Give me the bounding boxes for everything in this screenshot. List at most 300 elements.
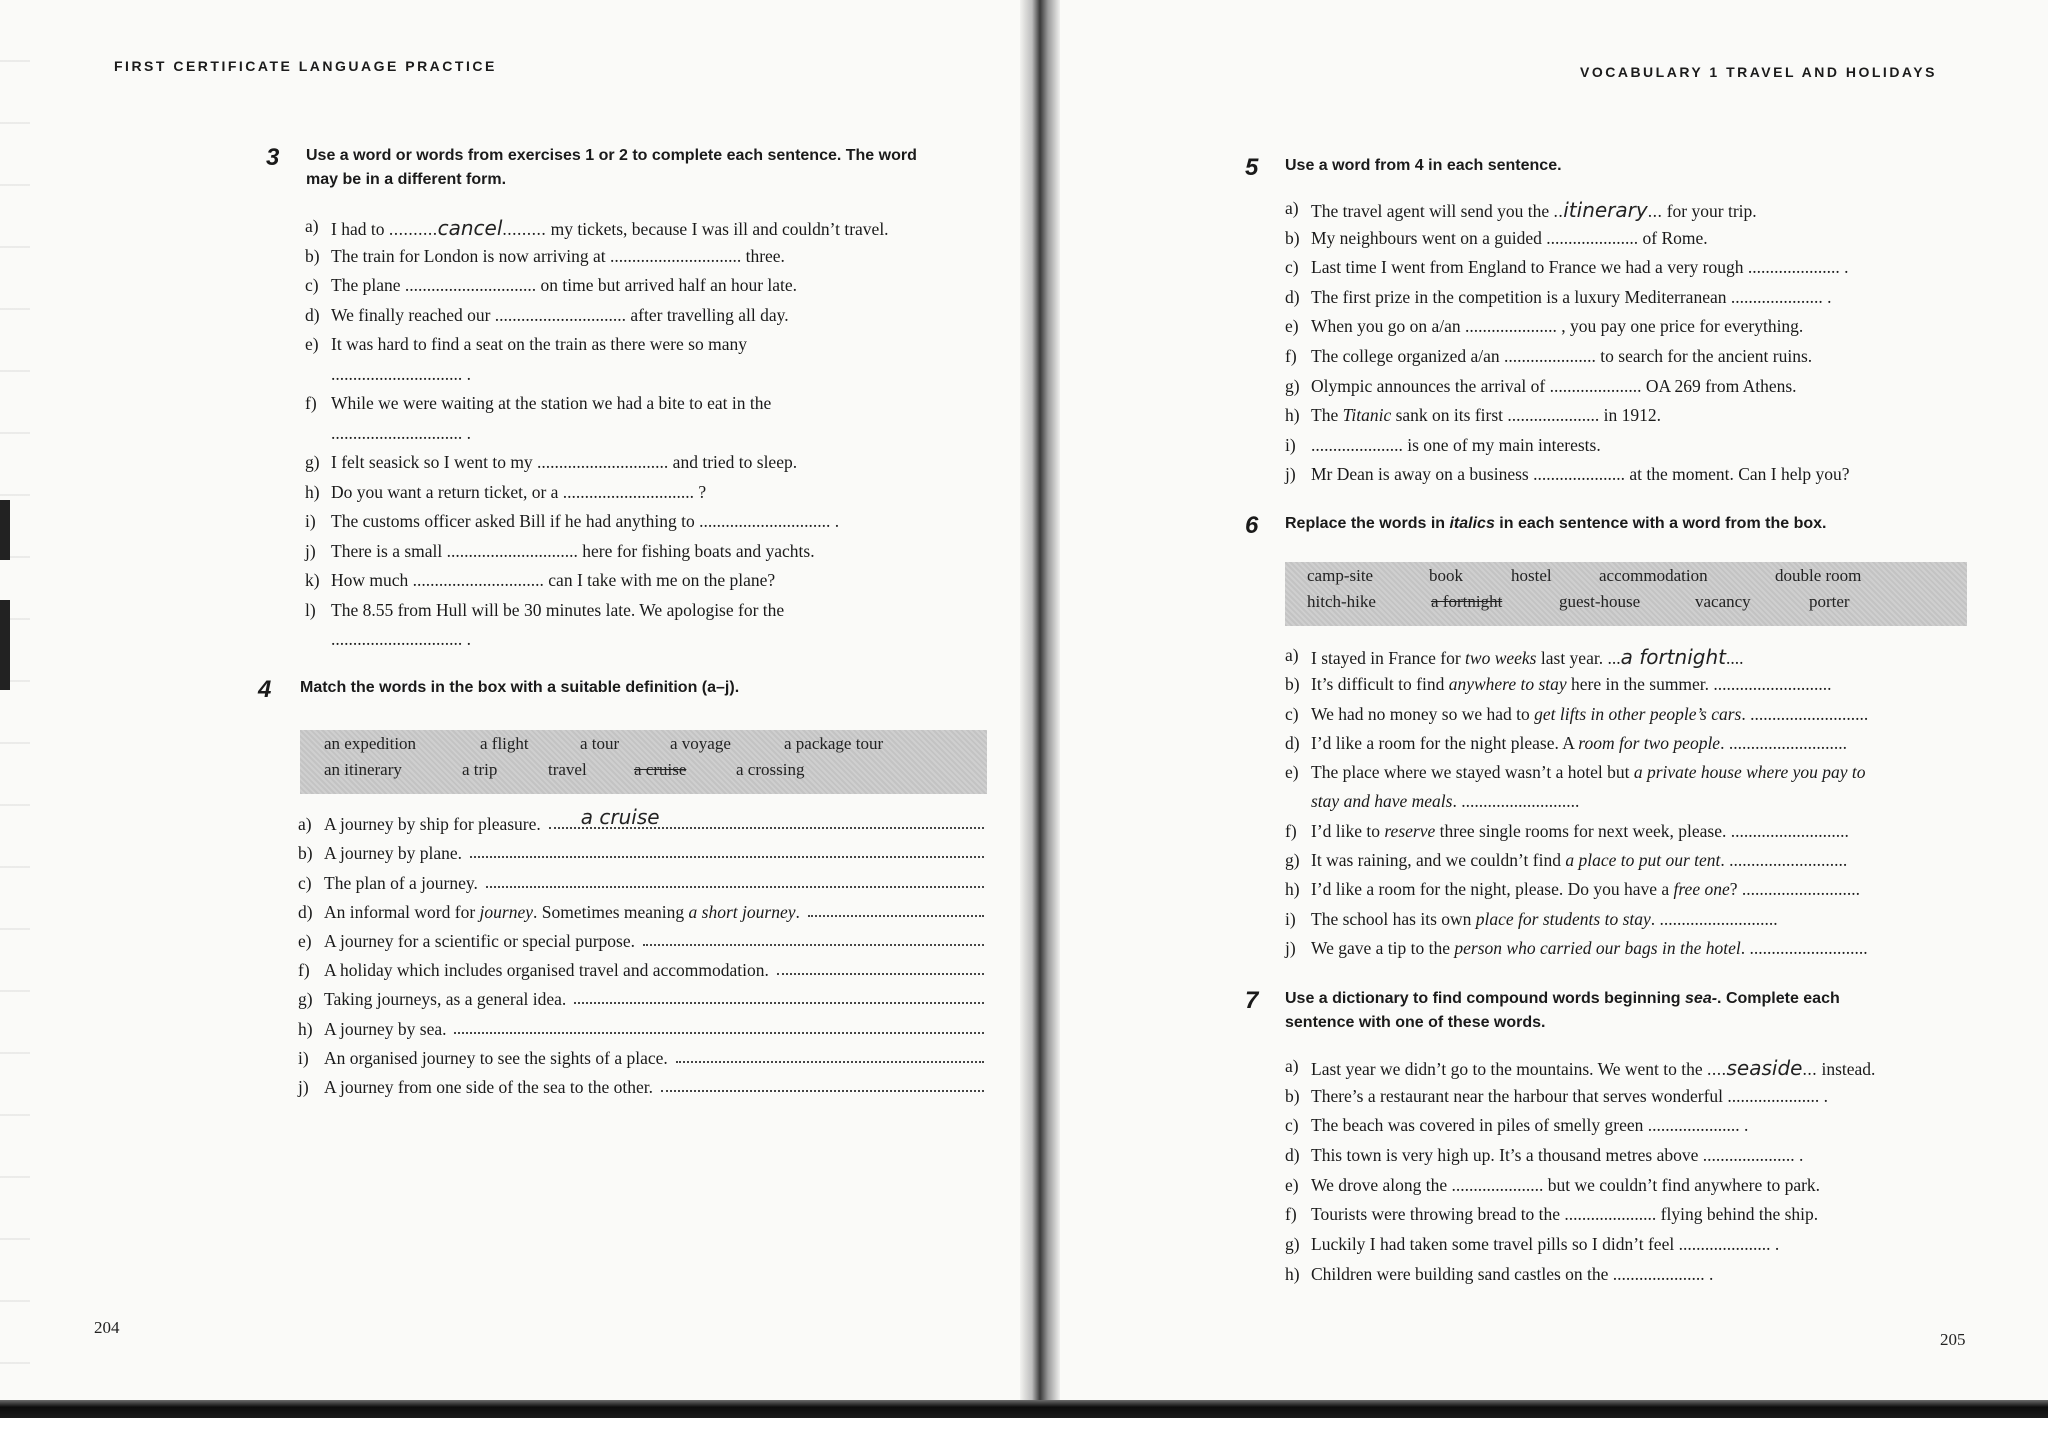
item-text [331, 305, 789, 326]
item-text [324, 814, 541, 835]
item-text: The train for London is now arriving at .............................. three. [331, 245, 785, 266]
answer-dots: ......... [502, 219, 547, 239]
item-label: j) [305, 540, 316, 561]
answer-line [454, 1031, 984, 1034]
item-label: b) [1285, 1085, 1300, 1106]
item-label: d) [305, 304, 320, 325]
item-label: a) [298, 814, 312, 835]
exercise-7-items [1285, 1056, 2005, 1294]
exercise-item [1285, 287, 2005, 317]
item-label: i) [1285, 434, 1296, 455]
item-text: Last year we didn’t go to the mountains. We went to the [1311, 1059, 1707, 1079]
exercise-6-header [1245, 512, 1826, 540]
box-word: guest-house [1559, 592, 1641, 611]
box-word: an expedition [324, 734, 417, 753]
item-text: A journey by plane. [324, 843, 463, 864]
exercise-4-definitions [298, 806, 984, 1098]
box-word: travel [548, 760, 587, 779]
item-label: i) [305, 511, 316, 531]
item-label: b) [298, 843, 313, 864]
item-text [331, 452, 797, 473]
item-text: A journey by ship for pleasure. [324, 814, 541, 835]
item-label: c) [1285, 257, 1299, 278]
item-text [1311, 405, 1661, 426]
item-text [1311, 287, 1832, 308]
item-label: b) [1285, 227, 1300, 248]
exercise-instruction: . Complete each [1717, 990, 1840, 1007]
answer-line [676, 1060, 984, 1063]
item-label: g) [1285, 375, 1300, 396]
exercise-item [1285, 645, 2005, 674]
item-label: f) [298, 960, 310, 981]
exercise-item [305, 629, 1005, 659]
item-text: The beach was covered in piles of smelly green ..................... . [1311, 1115, 1749, 1136]
page-number: 204 [94, 1318, 120, 1337]
item-text: .............................. . [331, 422, 471, 443]
item-text: There is a small .............................. here for fishing boats and yachts. [331, 540, 815, 561]
box-word: accommodation [1599, 566, 1708, 585]
definition-item [298, 864, 984, 893]
item-text [1311, 733, 1847, 754]
exercise-item [1285, 1056, 2005, 1086]
item-text: The place where we stayed wasn’t a hotel but [1311, 762, 1634, 783]
item-text: .............................. . [331, 629, 471, 649]
handwritten-answer: a cruise [580, 805, 660, 830]
item-label: i) [1285, 908, 1296, 929]
item-text: . ........................... [1740, 937, 1868, 958]
definition-item [298, 1069, 984, 1098]
answer-dots: ... [1802, 1059, 1818, 1079]
item-italic: journey [479, 901, 533, 922]
exercise-number: 5 [1245, 154, 1259, 181]
item-text: The customs officer asked Bill if he had anything to .............................. . [331, 511, 840, 531]
box-word: camp-site [1307, 566, 1374, 585]
item-text [1311, 674, 1832, 695]
item-text [331, 275, 797, 296]
item-label: a) [1285, 645, 1299, 665]
item-text [331, 364, 471, 385]
item-text [324, 960, 769, 981]
item-italic: a place to put our tent [1565, 850, 1721, 871]
item-label: e) [1285, 316, 1299, 337]
answer-line [643, 943, 984, 946]
item-text: here in the summer. ........................... [1566, 674, 1832, 695]
item-text: Luckily I had taken some travel pills so I didn’t feel ..................... . [1311, 1234, 1780, 1255]
answer-line [574, 1001, 984, 1004]
item-label: b) [305, 245, 320, 266]
item-label: e) [1285, 762, 1299, 783]
running-head-left: FIRST CERTIFICATE LANGUAGE PRACTICE [114, 58, 497, 74]
answer-dots: ... [1647, 201, 1663, 221]
item-label: h) [298, 1018, 313, 1039]
item-italic: person who carried our bags in the hotel [1454, 937, 1741, 958]
item-text: Tourists were throwing bread to the ..................... flying behind the ship. [1311, 1204, 1819, 1225]
item-text: The [1311, 405, 1343, 426]
exercise-item [305, 452, 1005, 482]
item-label: f) [1285, 820, 1297, 841]
exercise-item [305, 511, 1005, 541]
scan-edge [0, 0, 30, 1400]
item-italic: get lifts in other people’s cars [1534, 703, 1742, 724]
item-text: I stayed in France for [1311, 648, 1466, 668]
exercise-instruction: sentence with one of these words. [1285, 1014, 1546, 1031]
item-text [1311, 850, 1847, 871]
item-italic: room for two people [1578, 732, 1721, 753]
answer-line [661, 1089, 984, 1092]
box-word: book [1429, 566, 1463, 585]
item-label: f) [305, 393, 317, 413]
item-text: I felt seasick so I went to my .............................. and tried to sleep. [331, 452, 798, 472]
item-text: My neighbours went on a guided ..................... of Rome. [1311, 227, 1708, 248]
item-italic: Titanic [1342, 405, 1392, 426]
item-text: This town is very high up. It’s a thousand metres above ..................... . [1311, 1145, 1804, 1166]
exercise-number: 6 [1245, 512, 1259, 539]
answer-dots: .. [1553, 201, 1564, 221]
item-text: We had no money so we had to [1311, 703, 1535, 724]
item-label: g) [1285, 850, 1300, 871]
exercise-6-items [1285, 645, 2005, 967]
exercise-number: 3 [266, 144, 280, 171]
handwritten-answer: cancel [437, 216, 503, 240]
item-text: Last time I went from England to France we had a very rough ..................... . [1311, 257, 1849, 278]
item-text: Mr Dean is away on a business ..................... at the moment. Can I help you? [1311, 464, 1850, 485]
item-label: e) [298, 930, 312, 951]
item-text: A holiday which includes organised travel and accommodation. [324, 960, 769, 981]
item-label: d) [298, 901, 313, 922]
exercise-instruction: in each sentence with a word from the box. [1494, 515, 1827, 532]
exercise-item [1285, 405, 2005, 435]
handwritten-answer: seaside [1726, 1056, 1803, 1080]
item-text: my tickets, because I was ill and couldn’t travel. [546, 219, 889, 239]
exercise-item [1285, 257, 2005, 287]
exercise-item [1285, 909, 2005, 938]
item-text [331, 629, 471, 650]
box-word: a trip [462, 760, 498, 779]
item-text: Children were building sand castles on the ..................... . [1311, 1263, 1714, 1284]
answer-line [486, 885, 984, 888]
item-text: The plane .............................. on time but arrived half an hour late. [331, 275, 798, 295]
item-text: A journey from one side of the sea to the other. [324, 1076, 654, 1097]
item-text [324, 931, 635, 952]
item-text [324, 1048, 668, 1069]
exercise-instruction: Replace the words in [1285, 515, 1450, 532]
exercise-number: 7 [1245, 987, 1259, 1014]
item-text: I’d like a room for the night please. A [1311, 732, 1579, 753]
item-text [324, 873, 478, 894]
item-text: We finally reached our .............................. after travelling all day. [331, 304, 789, 325]
definition-item [298, 894, 984, 923]
exercise-7-header [1245, 987, 1985, 1035]
box-word: a tour [580, 734, 620, 753]
item-italic: a private house where you pay to [1633, 762, 1866, 783]
item-text: The travel agent will send you the [1311, 201, 1554, 221]
item-label: f) [1285, 345, 1297, 366]
item-label: c) [305, 275, 319, 295]
answer-line [549, 805, 984, 830]
exercise-item [1285, 704, 2005, 733]
answer-dots: .... [1707, 1059, 1727, 1079]
box-word: a fortnight [1431, 592, 1503, 611]
item-label: h) [1285, 405, 1300, 426]
item-text [1311, 435, 1601, 456]
item-text [331, 541, 815, 562]
item-text: An organised journey to see the sights of a place. [324, 1047, 668, 1068]
item-text [331, 600, 784, 621]
box-word: hostel [1511, 566, 1552, 585]
exercise-item [1285, 1264, 2005, 1294]
exercise-instruction: may be in a different form. [306, 171, 507, 188]
exercise-item [1285, 733, 2005, 762]
item-text: A journey by sea. [324, 1018, 447, 1039]
item-text: for your trip. [1662, 201, 1757, 221]
exercise-item [305, 305, 1005, 335]
item-text [1311, 1115, 1748, 1136]
exercise-item [305, 600, 1005, 630]
item-text: ..................... is one of my main interests. [1311, 434, 1601, 455]
item-label: j) [1285, 937, 1296, 958]
exercise-item [1285, 464, 2005, 494]
item-text: Do you want a return ticket, or a .............................. ? [331, 481, 707, 502]
item-italic: a short journey [688, 901, 796, 922]
item-text: The first prize in the competition is a luxury Mediterranean ..................... . [1311, 286, 1832, 307]
item-text: It’s difficult to find [1311, 674, 1449, 695]
handwritten-answer: a fortnight [1620, 645, 1726, 669]
item-label: c) [1285, 703, 1299, 724]
item-text: An informal word for [324, 901, 480, 922]
answer-dots: .......... [388, 219, 438, 239]
item-text: There’s a restaurant near the harbour that serves wonderful ..................... . [1311, 1085, 1829, 1106]
item-italic: reserve [1384, 820, 1436, 841]
item-label: e) [1285, 1174, 1299, 1195]
box-word: a package tour [784, 734, 884, 753]
item-text: sank on its first ..................... in 1912. [1391, 405, 1662, 426]
item-label: a) [1285, 198, 1299, 218]
item-label: d) [1285, 286, 1300, 307]
scan-margin [0, 1418, 2048, 1449]
item-text [324, 843, 462, 864]
definition-item [298, 835, 984, 864]
box-word: hitch-hike [1307, 592, 1376, 611]
item-text [1311, 198, 1757, 222]
item-text [1311, 1056, 1875, 1080]
item-text: The 8.55 from Hull will be 30 minutes late. We apologise for the [331, 599, 785, 620]
item-text [324, 902, 800, 923]
exercise-item [1285, 674, 2005, 703]
item-label: j) [298, 1076, 309, 1097]
definition-item [298, 1010, 984, 1039]
definition-item [298, 1040, 984, 1069]
box-word: a cruise [634, 760, 687, 779]
item-text [1311, 1145, 1803, 1166]
exercise-item [1285, 228, 2005, 258]
item-text [1311, 704, 1868, 725]
item-text [1311, 346, 1812, 367]
item-label: g) [1285, 1234, 1300, 1255]
item-label: f) [1285, 1204, 1297, 1225]
box-word: double room [1775, 566, 1862, 585]
item-label: d) [1285, 732, 1300, 753]
item-label: k) [305, 570, 320, 590]
item-text: When you go on a/an ..................... , you pay one price for everything. [1311, 316, 1804, 337]
exercise-3-items [305, 216, 1005, 659]
item-text: I had to [331, 219, 389, 239]
item-text: The plan of a journey. [324, 872, 478, 893]
exercise-item [1285, 1234, 2005, 1264]
exercise-item [1285, 1115, 2005, 1145]
item-text: ? ........................... [1729, 879, 1861, 900]
exercise-instruction-italic: italics [1449, 515, 1495, 532]
exercise-5-items [1285, 198, 2005, 494]
word-box-ex4 [300, 730, 987, 794]
item-text: . ........................... [1720, 850, 1848, 871]
exercise-number: 4 [258, 676, 272, 703]
exercise-item [1285, 376, 2005, 406]
item-text [1311, 879, 1860, 900]
answer-dots: .... [1725, 648, 1744, 668]
box-word: an itinerary [324, 760, 402, 779]
exercise-item [305, 275, 1005, 305]
item-text [1311, 376, 1797, 397]
item-italic: place for students to stay [1475, 908, 1651, 929]
item-label: d) [1285, 1145, 1300, 1166]
item-text [1311, 316, 1803, 337]
book-gutter [1020, 0, 1060, 1449]
box-word: a flight [480, 734, 529, 753]
item-italic: stay and have meals [1311, 791, 1453, 812]
item-text [1311, 791, 1579, 812]
item-text [331, 246, 785, 267]
exercise-item [305, 482, 1005, 512]
exercise-item [305, 334, 1005, 364]
exercise-3-header [266, 144, 1026, 192]
box-word: porter [1809, 592, 1850, 611]
item-text: last year. ... [1536, 648, 1621, 668]
exercise-4-header [258, 676, 739, 704]
item-label: e) [305, 334, 319, 354]
item-text: How much .............................. can I take with me on the plane? [331, 570, 776, 590]
item-text [331, 334, 747, 355]
item-text: We gave a tip to the [1311, 937, 1455, 958]
item-text [1311, 464, 1850, 485]
item-text [331, 570, 775, 591]
item-label: j) [1285, 464, 1296, 485]
item-text: A journey for a scientific or special purpose. [324, 930, 636, 951]
exercise-item [1285, 938, 2005, 967]
item-text [1311, 645, 1743, 669]
page-bottom-edge [0, 1400, 2048, 1418]
item-text: Olympic announces the arrival of ..................... OA 269 from Athens. [1311, 375, 1797, 396]
item-text [1311, 938, 1868, 959]
exercise-item [1285, 1145, 2005, 1175]
exercise-item [1285, 346, 2005, 376]
exercise-item [305, 423, 1005, 453]
item-text [331, 423, 471, 444]
exercise-item [305, 541, 1005, 571]
item-text: Taking journeys, as a general idea. [324, 989, 567, 1010]
item-text [1311, 257, 1849, 278]
item-text: . [795, 901, 800, 922]
item-text [1311, 909, 1778, 930]
item-text [324, 1019, 446, 1040]
item-label: h) [305, 481, 320, 502]
item-text [331, 511, 839, 532]
exercise-item [305, 393, 1005, 423]
item-text: . ........................... [1650, 908, 1778, 929]
answer-line [808, 914, 984, 917]
item-text [1311, 228, 1708, 249]
exercise-item [1285, 1175, 2005, 1205]
item-text: . ........................... [1720, 732, 1847, 753]
item-text [1311, 1175, 1820, 1196]
item-text: It was hard to find a seat on the train as there were so many [331, 334, 747, 354]
item-label: c) [1285, 1115, 1299, 1136]
exercise-item [1285, 435, 2005, 465]
definition-item [298, 923, 984, 952]
item-text [331, 393, 771, 414]
item-italic: two weeks [1465, 648, 1537, 668]
item-text: I’d like to [1311, 820, 1385, 841]
item-text [1311, 1264, 1713, 1285]
item-text: It was raining, and we couldn’t find [1311, 850, 1566, 871]
item-text: We drove along the ..................... but we couldn’t find anywhere to park. [1311, 1174, 1821, 1195]
item-text: The school has its own [1311, 908, 1476, 929]
item-text [324, 1077, 653, 1098]
item-text [1311, 1234, 1779, 1255]
handwritten-answer: itinerary [1563, 198, 1648, 222]
definition-item [298, 806, 984, 835]
exercise-item [1285, 198, 2005, 228]
item-text: . ........................... [1452, 791, 1580, 812]
item-italic: anywhere to stay [1448, 674, 1567, 695]
item-label: a) [1285, 1056, 1299, 1076]
item-text: instead. [1817, 1059, 1876, 1079]
item-text: . ........................... [1741, 703, 1869, 724]
item-text [331, 482, 706, 503]
item-label: b) [1285, 674, 1300, 695]
exercise-item [305, 246, 1005, 276]
item-label: h) [1285, 1263, 1300, 1284]
item-italic: free one [1673, 879, 1730, 900]
item-label: i) [298, 1047, 309, 1068]
exercise-instruction: Use a dictionary to find compound words beginning [1285, 990, 1686, 1007]
running-head-right: VOCABULARY 1 TRAVEL AND HOLIDAYS [1580, 64, 1937, 80]
box-word: a voyage [670, 734, 731, 753]
item-label: a) [305, 216, 319, 236]
exercise-item [305, 364, 1005, 394]
exercise-instruction: Match the words in the box with a suitable definition (a–j). [300, 679, 740, 696]
exercise-instruction: Use a word or words from exercises 1 or 2 to complete each sentence. The word [306, 147, 917, 164]
item-text: The college organized a/an ..................... to search for the ancient ruins. [1311, 345, 1813, 366]
exercise-item [1285, 316, 2005, 346]
exercise-item [305, 570, 1005, 600]
item-label: c) [298, 872, 312, 893]
exercise-instruction-italic: sea- [1685, 990, 1718, 1007]
definition-item [298, 952, 984, 981]
exercise-item [1285, 791, 2005, 820]
exercise-item [1285, 821, 2005, 850]
exercise-item [1285, 762, 2005, 791]
exercise-item [1285, 879, 2005, 908]
word-box-ex6 [1285, 562, 1967, 626]
item-text [1311, 1086, 1828, 1107]
item-text: three single rooms for next week, please. ........................... [1435, 820, 1849, 841]
item-label: l) [305, 599, 316, 620]
exercise-item [1285, 1204, 2005, 1234]
box-word: a crossing [736, 760, 805, 779]
item-label: h) [1285, 879, 1300, 900]
item-label: g) [305, 452, 320, 472]
item-text [1311, 1204, 1818, 1225]
